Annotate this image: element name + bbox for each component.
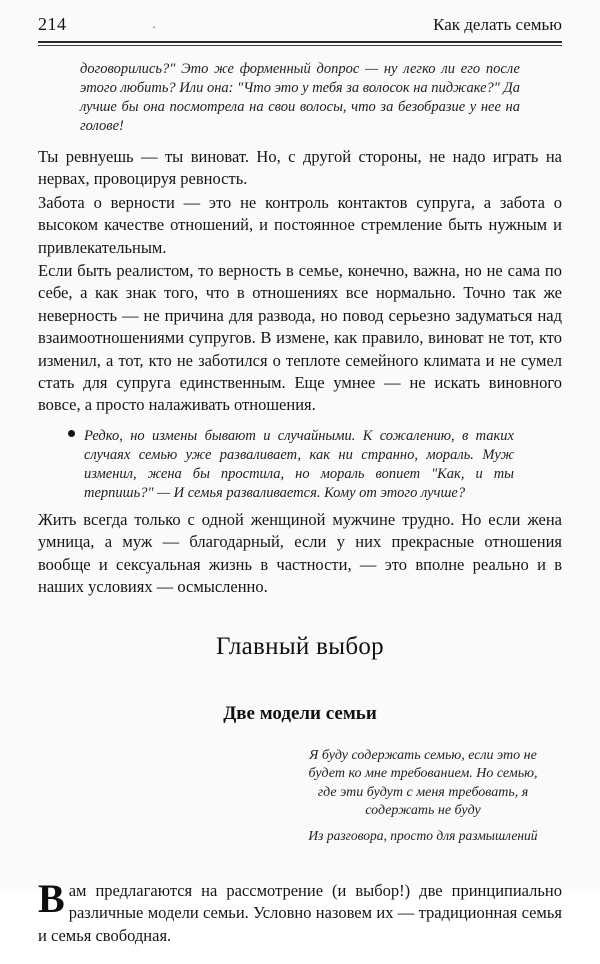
bullet-dot-icon — [68, 430, 75, 437]
final-paragraph — [38, 875, 562, 948]
epigraph-source: Из разговора, просто для размышлений — [308, 827, 538, 843]
header-rule-thick — [38, 41, 562, 43]
header-ornament: · — [152, 20, 156, 34]
epigraph-top: договорились?" Это же форменный допрос — ну легко ли его после этого любить? Или она: "Что это у тебя за волосок на пиджаке?" Да лучше бы она посмотрела на свои волосы, что за безобразие у нее на голове! — [80, 61, 520, 134]
body-paragraph-3: Если быть реалистом, то верность в семье, конечно, важна, но не сама по себе, а как знак того, что в отношениях все нормально. Точно так же неверность — не причина для развода, но повод серьезно задуматься над взаимоотношениями супругов. В измене, как правило, виноват не тот, кто изменил, а тот, кто не заботился о теплоте семейного климата и не сумел стать для супруга единственным. Еще умнее — не искать виновного вовсе, а просто налаживать отношения. — [38, 261, 562, 415]
page-header — [38, 14, 562, 35]
epigraph-quote: Я буду содержать семью, если это не будет ко мне требованием. Но семью, где эти будут с меня требовать, я содержать не буду — [308, 747, 538, 818]
running-title: Как делать семью — [433, 15, 562, 34]
bullet-list — [38, 427, 562, 503]
drop-cap: В — [38, 875, 65, 921]
header-rule-thin — [38, 45, 562, 46]
list-item — [84, 427, 514, 503]
body-paragraph-4: Жить всегда только с одной женщиной мужчине трудно. Но если жена умница, а муж — благодарный, если у них прекрасные отношения вообще и сексуальная жизнь в частности, — это вполне реально и в наших условиях — осмысленно. — [38, 509, 562, 597]
list-item-text: Редко, но измены бывают и случайными. К сожалению, в таких случаях семью уже разваливает, как ни странно, мораль. Муж изменил, жена бы простила, но мораль вопиет "Как, и ты терпишь?" — И семья разваливается. Кому от этого лучше? — [84, 427, 514, 501]
body-paragraph-1: Ты ревнуешь — ты виноват. Но, с другой стороны, не надо играть на нервах, провоцируя ревность. — [38, 147, 562, 189]
page-content — [38, 60, 562, 964]
body-paragraph-2: Забота о верности — это не контроль контактов супруга, а забота о высоком качестве отношений, и постоянное стремление быть нужным и привлекательным. — [38, 192, 562, 257]
final-paragraph-text: ам предлагаются на рассмотрение (и выбор!) две принципиально различные модели семьи. Условно назовем их — традиционная семья и семья свободная. — [38, 880, 562, 945]
subsection-title: Две модели семьи — [223, 702, 377, 724]
page-number: 214 — [38, 14, 67, 34]
section-title: Главный выбор — [216, 632, 384, 660]
